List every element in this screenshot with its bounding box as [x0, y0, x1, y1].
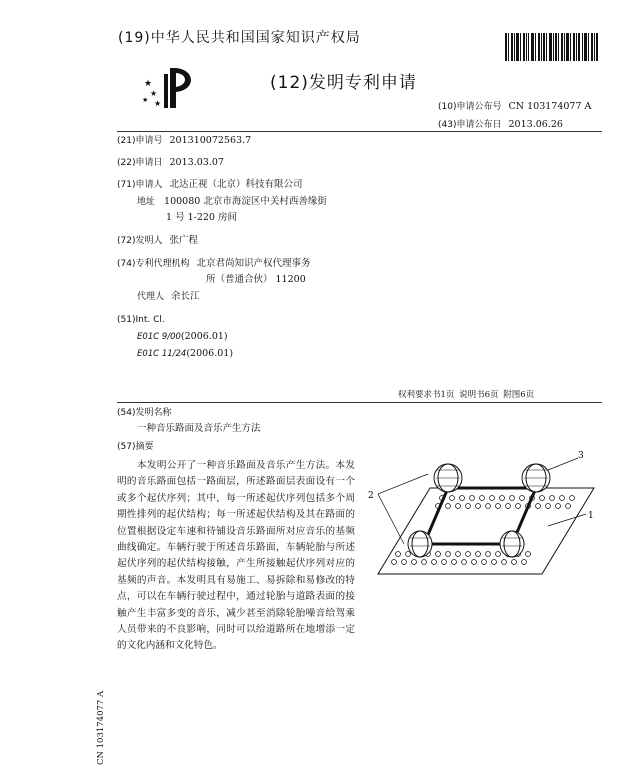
int-cl-1-code: E01C 9/00	[137, 332, 181, 342]
figure-label-2: 2	[368, 491, 374, 501]
inventor-label: (72)发明人	[117, 236, 163, 246]
agent-label: 代理人	[137, 292, 165, 302]
leader-lines	[378, 458, 586, 544]
invention-name-value: 一种音乐路面及音乐产生方法	[137, 423, 261, 434]
publication-number-label: (10)申请公布号	[438, 102, 502, 112]
document-type-title: (12)发明专利申请	[270, 73, 417, 93]
svg-text:★: ★	[150, 89, 158, 98]
divider-middle	[117, 402, 602, 403]
application-number-label: (21)申请号	[117, 136, 163, 146]
abstract-body	[117, 458, 355, 655]
svg-text:★: ★	[154, 99, 162, 108]
inventor-value: 张广程	[169, 235, 199, 246]
figure-label-1: 1	[588, 511, 594, 521]
page-count-info: 权利要求书1页 说明书6页 附图6页	[398, 390, 535, 400]
int-cl-label	[117, 313, 165, 327]
address-line-2: 1 号 1-220 房间	[166, 212, 237, 223]
agent	[137, 290, 200, 304]
publication-date-value: 2013.06.26	[508, 119, 563, 130]
sipo-emblem	[140, 64, 202, 112]
application-number-value: 201310072563.7	[169, 135, 252, 146]
svg-text:★: ★	[142, 96, 149, 104]
applicant-label: (71)申请人	[117, 180, 163, 190]
barcode	[505, 33, 598, 61]
application-number	[117, 134, 251, 148]
publication-number-value: CN 103174077 A	[508, 101, 592, 112]
invention-name-heading: (54)发明名称	[117, 408, 172, 418]
agent-value: 余长江	[171, 291, 200, 302]
applicant-value: 北达正视（北京）科技有限公司	[169, 179, 303, 190]
patent-agency-label: (74)专利代理机构	[117, 259, 190, 269]
figure-label-3: 3	[578, 451, 584, 461]
int-cl-entry-2	[137, 347, 233, 361]
issuing-office: (19)中华人民共和国国家知识产权局	[118, 30, 361, 46]
publication-date-label: (43)申请公布日	[438, 120, 502, 130]
abstract-text: 本发明公开了一种音乐路面及音乐产生方法。本发明的音乐路面包括一路面层，所述路面层表面设有一个或多个起伏序列；其中，每一所述起伏序列包括多个周期性排列的起伏结构；每一所述起伏结构及其在路面的位置根据设定车速和待铺设音乐路面所对应音乐的基频曲线确定。车辆行驶于所述音乐路面，车辆轮胎与所述起伏序列的起伏结构接触，产生所接触起伏序列对应的基频的声音。本发明具有易施工、易拆除和易修改的特点，可以在车辆行驶过程中，通过轮胎与道路表面的接触产生丰富多变的音乐，减少甚至消除轮胎噪音给驾乘人员带来的不良影响，同时可以给道路所在地增添一定的文化内涵和文化特色。	[117, 460, 355, 652]
int-cl-1-version: (2006.01)	[180, 331, 228, 342]
application-date	[117, 156, 224, 170]
applicant	[117, 178, 303, 192]
divider-top	[117, 131, 602, 132]
side-publication-number: CN 103174077 A	[96, 690, 106, 765]
abstract-label	[117, 440, 153, 454]
invention-name-label	[117, 406, 171, 420]
int-cl-entry-1	[137, 330, 228, 344]
music-road-figure	[364, 448, 604, 580]
patent-agency	[117, 257, 311, 271]
address-line-1: 100080 北京市海淀区中关村西善缘街	[164, 196, 327, 207]
inventor	[117, 234, 198, 248]
address-label: 地址	[137, 197, 156, 207]
int-cl-2-code: E01C 11/24	[137, 349, 187, 359]
address	[137, 195, 327, 209]
int-cl-2-version: (2006.01)	[186, 348, 234, 359]
int-cl-heading: (51)Int. Cl.	[117, 315, 165, 325]
publication-date	[438, 117, 563, 130]
publication-number	[438, 99, 591, 112]
patent-agency-line-1: 北京君尚知识产权代理事务	[196, 258, 311, 269]
svg-text:★: ★	[144, 79, 153, 89]
patent-agency-line-2: 所（普通合伙） 11200	[206, 274, 306, 285]
abstract-heading: (57)摘要	[117, 442, 154, 452]
application-date-value: 2013.03.07	[169, 157, 224, 168]
application-date-label: (22)申请日	[117, 158, 163, 168]
